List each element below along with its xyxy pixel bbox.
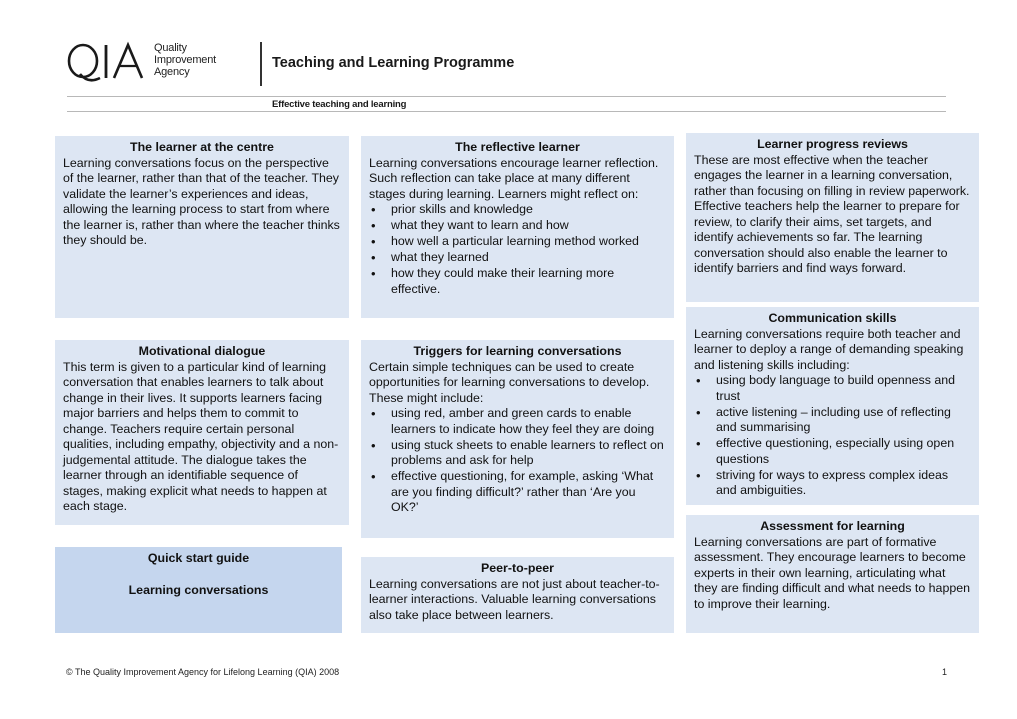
- box-body: This term is given to a particular kind of learning conversation that enables learners to talk about change in their lives. It supports learners facing major barriers and helps them to commit to change. Teachers require certain personal qualities, including empathy, objectivity and a non-judgemental attitude. The dialogue takes the learner through an identifiable sequence of stages, making explicit what needs to happen at each stage.: [63, 359, 339, 513]
- logo-word: Improvement: [154, 54, 216, 66]
- box-body: Learning conversations are part of formative assessment. They encourage learners to become experts in their own learning, articulating what they are finding difficult and what needs to happen to improve their learning.: [694, 534, 971, 611]
- logo-word: Quality: [154, 42, 187, 54]
- header-rule-top: [67, 96, 946, 97]
- list-item: • using red, amber and green cards to enable learners to indicate how they feel they are doing: [369, 406, 666, 437]
- list-item: • how well a particular learning method worked: [369, 234, 666, 250]
- list-item: • effective questioning, for example, asking ‘What are you finding difficult?’ rather than ‘Are you OK?’: [369, 469, 666, 516]
- box-heading: Motivational dialogue: [138, 344, 266, 358]
- qia-logo-mark-icon: [66, 40, 148, 86]
- svg-text:QIA: QIA: [66, 85, 68, 86]
- list-item: • active listening – including use of reflecting and summarising: [694, 405, 971, 436]
- list-item: • prior skills and knowledge: [369, 202, 666, 218]
- box-body: Learning conversations are not just about teacher-to-learner interactions. Valuable learning conversations also take place between learners.: [369, 576, 660, 622]
- box-body: Learning conversations focus on the perspective of the learner, rather than that of the teacher. They validate the learner’s experiences and ideas, allowing the learning process to start from where the learner is, rather than where the teacher thinks they should be.: [63, 155, 340, 247]
- quick-start-heading: Quick start guide: [147, 551, 250, 565]
- bullet-list: [369, 406, 666, 516]
- box-heading: The learner at the centre: [130, 140, 274, 154]
- learner-centre-box: [55, 136, 349, 318]
- list-item: • what they want to learn and how: [369, 218, 666, 234]
- box-intro: Certain simple techniques can be used to create opportunities for learning conversations to develop. These might include:: [369, 359, 650, 405]
- peer-to-peer-box: [361, 557, 674, 633]
- list-item: • using stuck sheets to enable learners to reflect on problems and ask for help: [369, 438, 666, 469]
- reflective-learner-box: [361, 136, 674, 318]
- list-item: • how they could make their learning more effective.: [369, 266, 666, 297]
- assessment-for-learning-box: [686, 515, 979, 633]
- list-item: • using body language to build openness and trust: [694, 373, 971, 404]
- logo-word: Agency: [154, 66, 190, 78]
- box-heading: Peer-to-peer: [481, 561, 554, 575]
- box-heading: Communication skills: [768, 311, 897, 325]
- list-item: • striving for ways to express complex ideas and ambiguities.: [694, 468, 971, 499]
- header-divider: [260, 42, 262, 86]
- learner-progress-reviews-box: [686, 133, 979, 302]
- footer-copyright: © The Quality Improvement Agency for Lifelong Learning (QIA) 2008: [66, 667, 340, 677]
- logo-wordmark: [154, 42, 216, 78]
- quick-start-guide-box: [55, 547, 342, 633]
- communication-skills-box: [686, 307, 979, 505]
- triggers-box: [361, 340, 674, 538]
- qia-logo: [66, 40, 226, 88]
- box-intro: Learning conversations require both teacher and learner to deploy a range of demanding speaking and listening skills including:: [694, 326, 964, 372]
- box-body: These are most effective when the teacher engages the learner in a learning conversation, rather than focusing on filling in review paperwork. Effective teachers help the learner to prepare for review, to clarify their aims, set targets, and identify achievements so far. The learning conversation should also enable the learner to identify barriers and find ways forward.: [694, 152, 970, 275]
- box-heading: The reflective learner: [455, 140, 580, 154]
- quick-start-subheading: Learning conversations: [128, 582, 269, 597]
- page-subtitle: Effective teaching and learning: [272, 99, 407, 110]
- page-number: 1: [942, 667, 948, 677]
- box-heading: Triggers for learning conversations: [413, 344, 622, 358]
- motivational-dialogue-box: [55, 340, 349, 525]
- list-item: • effective questioning, especially using open questions: [694, 436, 971, 467]
- header-rule-bottom: [67, 111, 946, 112]
- box-heading: Assessment for learning: [760, 519, 905, 533]
- programme-title: Teaching and Learning Programme: [272, 55, 515, 71]
- box-heading: Learner progress reviews: [757, 137, 908, 151]
- box-intro: Learning conversations encourage learner reflection. Such reflection can take place at many different stages during learning. Learners might reflect on:: [369, 155, 659, 201]
- list-item: • what they learned: [369, 250, 666, 266]
- bullet-list: [369, 202, 666, 297]
- bullet-list: [694, 373, 971, 499]
